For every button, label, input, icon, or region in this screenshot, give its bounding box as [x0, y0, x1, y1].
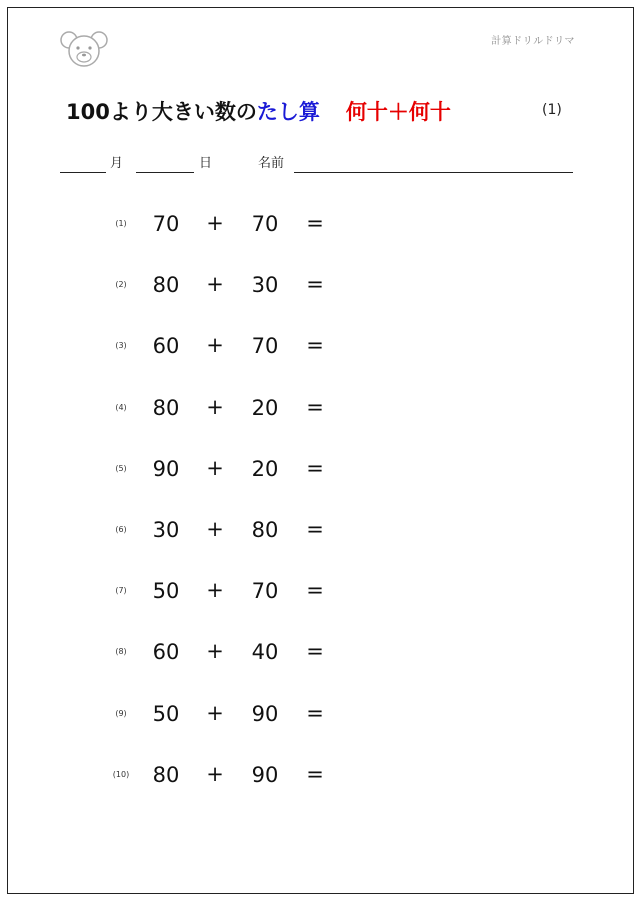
name-field[interactable] [294, 172, 573, 173]
plus-sign: + [206, 333, 224, 358]
equals-sign: = [306, 578, 324, 603]
equals-sign: = [306, 211, 324, 235]
name-label: 名前 [258, 156, 285, 171]
first-addend: 60 [152, 640, 180, 665]
plus-sign: + [206, 761, 224, 786]
equals-sign: = [306, 700, 324, 725]
day-label: 日 [199, 156, 213, 171]
plus-sign: + [206, 455, 224, 480]
plus-sign: + [206, 639, 224, 664]
title-subtopic: 何十＋何十 [345, 100, 451, 124]
problem-number: (3) [115, 341, 127, 351]
first-addend: 80 [152, 273, 180, 298]
title-main: 100より大きい数の [66, 100, 257, 124]
problem-number: (6) [115, 525, 127, 534]
bear-face-icon [60, 30, 108, 68]
second-addend: 30 [251, 273, 279, 298]
problem-number: (2) [115, 280, 127, 290]
sheet-number: (1) [542, 102, 562, 118]
problem-number: (9) [115, 708, 127, 718]
month-label: 月 [110, 156, 124, 171]
problem-row [8, 331, 633, 361]
first-addend: 50 [152, 579, 180, 604]
plus-sign: + [206, 272, 224, 297]
equals-sign: = [306, 333, 324, 358]
plus-sign: + [206, 700, 224, 725]
problem-row [8, 576, 633, 606]
second-addend: 40 [251, 640, 279, 665]
problem-row [8, 637, 633, 667]
plus-sign: + [206, 211, 224, 235]
equals-sign: = [306, 761, 324, 786]
second-addend: 70 [251, 579, 279, 604]
title-addition: たし算 [256, 100, 320, 124]
problem-number: (7) [115, 586, 127, 596]
second-addend: 90 [251, 701, 279, 726]
problem-number: (4) [115, 402, 127, 412]
first-addend: 70 [152, 212, 180, 236]
equals-sign: = [306, 272, 324, 297]
plus-sign: + [206, 394, 224, 419]
day-field[interactable] [136, 172, 194, 173]
plus-sign: + [206, 517, 224, 541]
problem-row [8, 209, 633, 239]
equals-sign: = [306, 394, 324, 419]
second-addend: 90 [251, 762, 279, 787]
second-addend: 20 [251, 395, 279, 420]
problem-number: (1) [115, 219, 127, 228]
first-addend: 30 [152, 518, 180, 542]
problem-row [8, 760, 633, 790]
month-field[interactable] [60, 172, 106, 173]
second-addend: 70 [251, 334, 279, 359]
equals-sign: = [306, 455, 324, 480]
first-addend: 80 [152, 762, 180, 787]
first-addend: 50 [152, 701, 180, 726]
brand-name: 計算ドリルドリマ [491, 36, 575, 47]
second-addend: 70 [251, 212, 279, 236]
first-addend: 60 [152, 334, 180, 359]
worksheet-page [7, 7, 634, 894]
problem-number: (8) [115, 647, 127, 657]
problem-number: (5) [115, 463, 127, 473]
plus-sign: + [206, 578, 224, 603]
equals-sign: = [306, 517, 324, 541]
second-addend: 20 [251, 456, 279, 481]
problem-number: (10) [112, 769, 130, 779]
first-addend: 80 [152, 395, 180, 420]
page-title [66, 96, 451, 126]
problem-row [8, 699, 633, 729]
problem-row [8, 454, 633, 484]
second-addend: 80 [251, 518, 279, 542]
problem-row [8, 270, 633, 300]
problem-row [8, 515, 633, 545]
problem-row [8, 393, 633, 423]
first-addend: 90 [152, 456, 180, 481]
equals-sign: = [306, 639, 324, 664]
